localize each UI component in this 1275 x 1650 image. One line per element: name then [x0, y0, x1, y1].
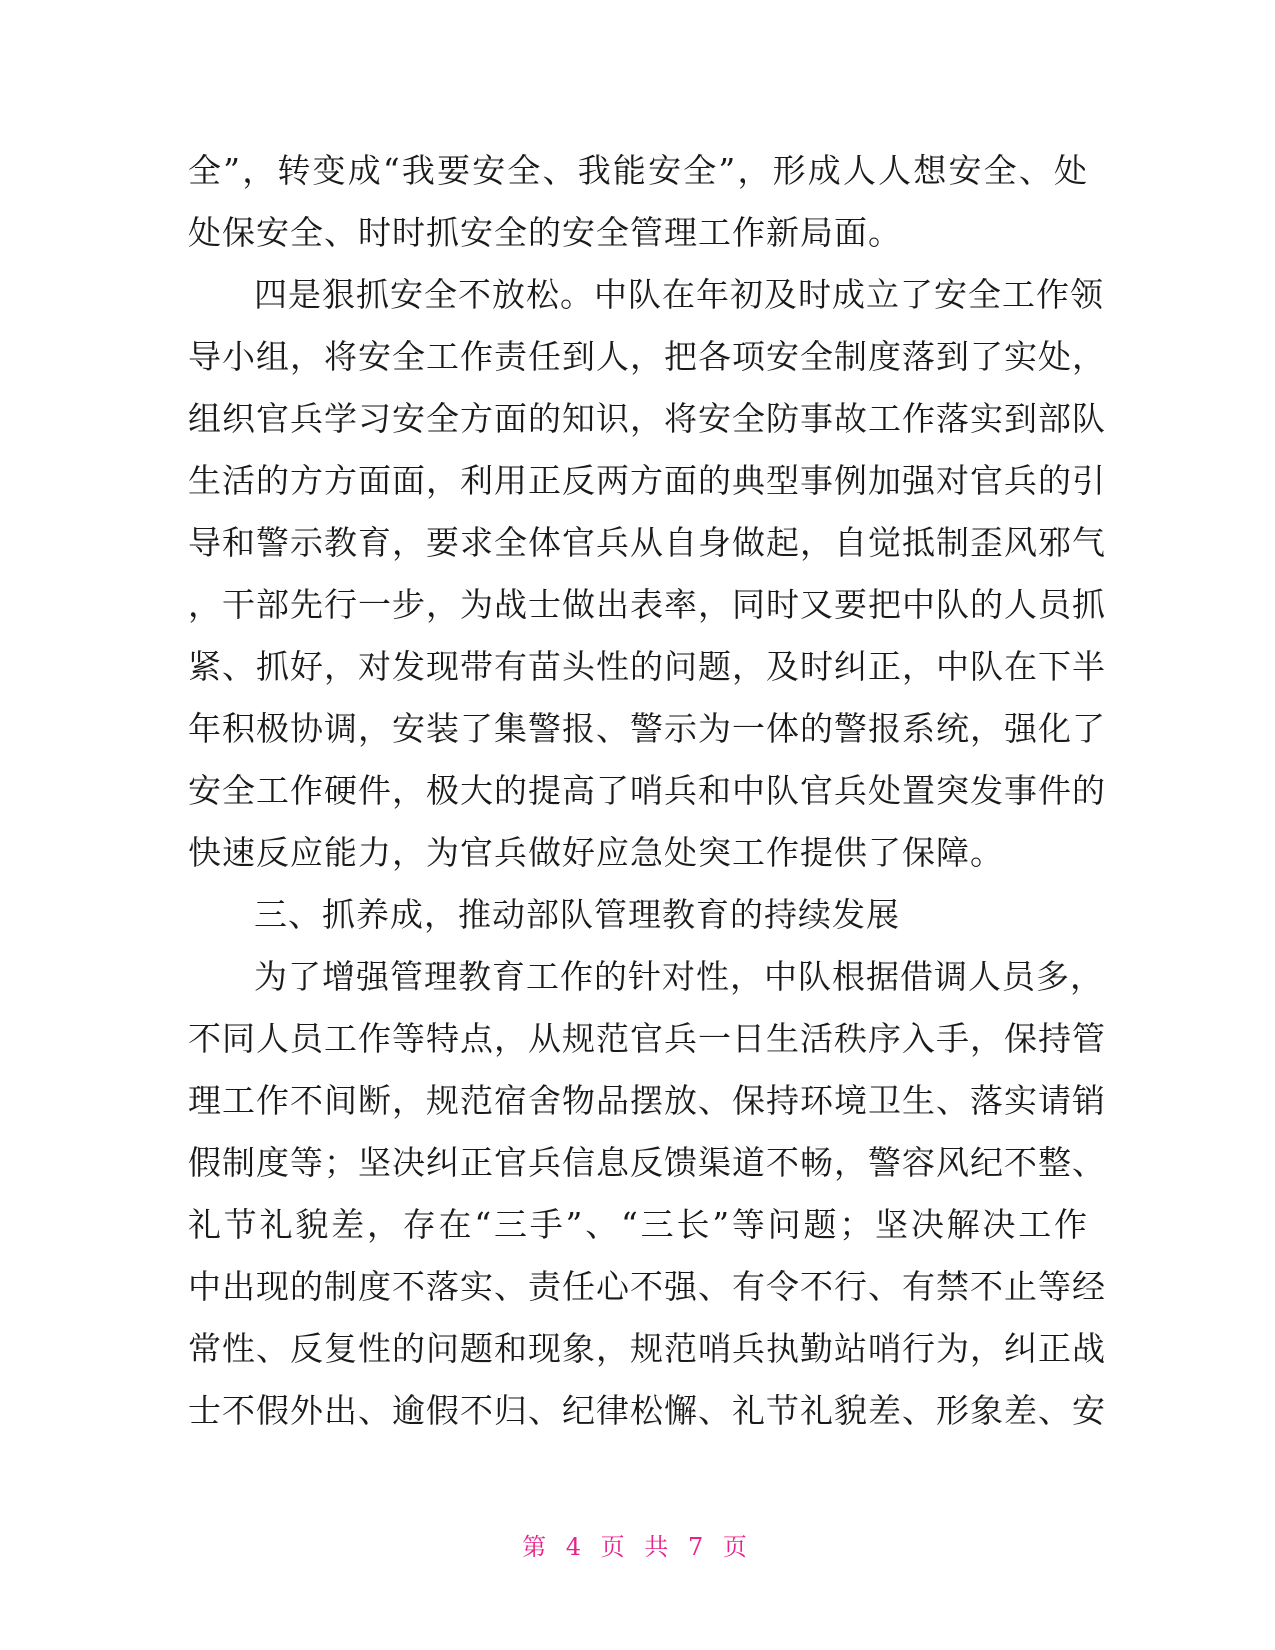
text-line: 为了增强管理教育工作的针对性，中队根据借调人员多，	[254, 957, 1104, 996]
text-line: 年积极协调，安装了集警报、警示为一体的警报系统，强化了	[188, 709, 1106, 748]
text-line: 导和警示教育，要求全体官兵从自身做起，自觉抵制歪风邪气	[188, 523, 1106, 562]
text-line: 生活的方方面面，利用正反两方面的典型事例加强对官兵的引	[188, 461, 1106, 500]
text-line: 理工作不间断，规范宿舍物品摆放、保持环境卫生、落实请销	[188, 1081, 1106, 1120]
text-line: 常性、反复性的问题和现象，规范哨兵执勤站哨行为，纠正战	[188, 1329, 1106, 1368]
text-line: 快速反应能力，为官兵做好应急处突工作提供了保障。	[188, 833, 1004, 872]
page-number-footer: 第 4 页 共 7 页	[522, 1533, 753, 1561]
section-heading: 三、抓养成，推动部队管理教育的持续发展	[254, 895, 900, 934]
text-line: 全”，转变成“我要安全、我能安全”，形成人人想安全、处	[188, 151, 1088, 190]
text-line: 不同人员工作等特点，从规范官兵一日生活秩序入手，保持管	[188, 1019, 1106, 1058]
text-line: 四是狠抓安全不放松。中队在年初及时成立了安全工作领	[254, 275, 1104, 314]
text-line: 导小组，将安全工作责任到人，把各项安全制度落到了实处，	[188, 337, 1106, 376]
text-line: 紧、抓好，对发现带有苗头性的问题，及时纠正，中队在下半	[188, 647, 1106, 686]
text-line: 组织官兵学习安全方面的知识，将安全防事故工作落实到部队	[188, 399, 1106, 438]
text-line: 礼节礼貌差，存在“三手”、“三长”等问题；坚决解决工作	[188, 1205, 1088, 1244]
text-line: ，干部先行一步，为战士做出表率，同时又要把中队的人员抓	[188, 585, 1106, 624]
text-line: 士不假外出、逾假不归、纪律松懈、礼节礼貌差、形象差、安	[188, 1391, 1106, 1430]
text-line: 安全工作硬件，极大的提高了哨兵和中队官兵处置突发事件的	[188, 771, 1106, 810]
text-line: 处保安全、时时抓安全的安全管理工作新局面。	[188, 213, 902, 252]
body-text	[188, 140, 1106, 1442]
text-line: 中出现的制度不落实、责任心不强、有令不行、有禁不止等经	[188, 1267, 1106, 1306]
text-line: 假制度等；坚决纠正官兵信息反馈渠道不畅，警容风纪不整、	[188, 1143, 1106, 1182]
